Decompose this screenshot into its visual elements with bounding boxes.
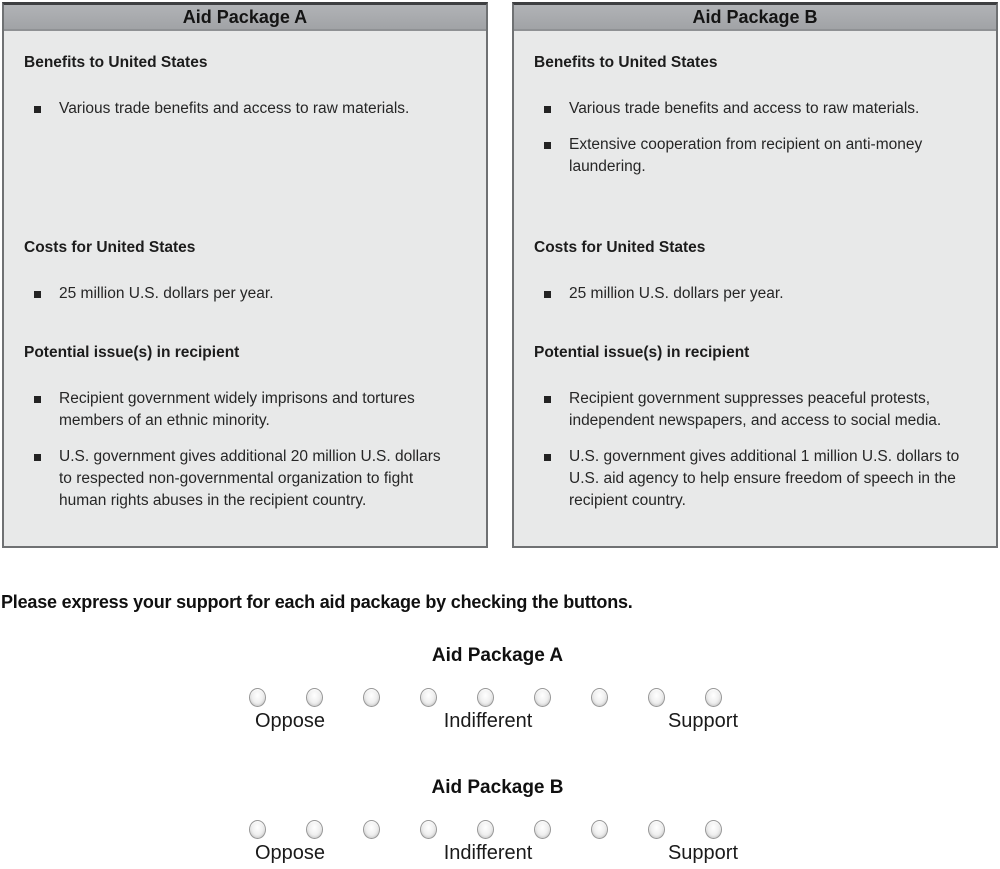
anchor-oppose: Oppose: [254, 842, 326, 864]
bullet-list: [534, 98, 982, 178]
anchor-labels: [230, 842, 765, 869]
bullet-list: [534, 283, 982, 305]
bullet-list: [24, 98, 472, 120]
radio-row: [230, 820, 765, 839]
survey-prompt: Please express your support for each aid package by checking the buttons.: [1, 592, 633, 612]
panel-title: Aid Package A: [4, 5, 486, 31]
anchor-labels: [230, 710, 765, 737]
panel-title: Aid Package B: [514, 5, 996, 31]
bullet-list: [534, 388, 982, 512]
bullet-item: Various trade benefits and access to raw materials.: [59, 98, 451, 120]
radio-button-3[interactable]: [363, 820, 380, 839]
benefits-section: [24, 54, 472, 134]
costs-section: [24, 239, 472, 319]
radio-row: [230, 688, 765, 707]
section-heading: Costs for United States: [24, 239, 196, 256]
bullet-item: Recipient government suppresses peaceful protests, independent newspapers, and access to social media.: [569, 388, 961, 432]
radio-button-7[interactable]: [591, 688, 608, 707]
bullet-list: [24, 388, 472, 512]
section-heading: Costs for United States: [534, 239, 706, 256]
costs-section: [534, 239, 982, 319]
radio-button-5[interactable]: [477, 820, 494, 839]
radio-button-8[interactable]: [648, 820, 665, 839]
issues-section: [534, 344, 982, 526]
anchor-support: Support: [667, 842, 739, 864]
radio-button-8[interactable]: [648, 688, 665, 707]
section-heading: Potential issue(s) in recipient: [24, 344, 240, 361]
radio-button-9[interactable]: [705, 820, 722, 839]
benefits-section: [534, 54, 982, 192]
rating-scale-package-a: [230, 645, 765, 737]
radio-button-6[interactable]: [534, 688, 551, 707]
bullet-item: U.S. government gives additional 20 million U.S. dollars to respected non-governmental organization to fight human rights abuses in the recipient country.: [59, 446, 451, 512]
scale-title: Aid Package B: [431, 777, 564, 798]
radio-button-1[interactable]: [249, 820, 266, 839]
radio-button-7[interactable]: [591, 820, 608, 839]
scale-title: Aid Package A: [431, 645, 564, 666]
section-heading: Benefits to United States: [534, 54, 718, 71]
panel-body: [514, 31, 996, 546]
radio-button-5[interactable]: [477, 688, 494, 707]
section-heading: Potential issue(s) in recipient: [534, 344, 750, 361]
radio-button-2[interactable]: [306, 688, 323, 707]
bullet-item: 25 million U.S. dollars per year.: [569, 283, 961, 305]
anchor-oppose: Oppose: [254, 710, 326, 732]
radio-button-3[interactable]: [363, 688, 380, 707]
anchor-indifferent: Indifferent: [443, 710, 533, 732]
bullet-item: 25 million U.S. dollars per year.: [59, 283, 451, 305]
rating-scale-package-b: [230, 777, 765, 869]
section-heading: Benefits to United States: [24, 54, 208, 71]
radio-button-1[interactable]: [249, 688, 266, 707]
radio-button-4[interactable]: [420, 688, 437, 707]
bullet-item: Extensive cooperation from recipient on anti-money laundering.: [569, 134, 961, 178]
issues-section: [24, 344, 472, 526]
bullet-item: Various trade benefits and access to raw materials.: [569, 98, 961, 120]
bullet-item: U.S. government gives additional 1 million U.S. dollars to U.S. aid agency to help ensure freedom of speech in the recipient country.: [569, 446, 961, 512]
radio-button-6[interactable]: [534, 820, 551, 839]
anchor-indifferent: Indifferent: [443, 842, 533, 864]
anchor-support: Support: [667, 710, 739, 732]
bullet-list: [24, 283, 472, 305]
aid-package-b-panel: [512, 2, 998, 548]
radio-button-4[interactable]: [420, 820, 437, 839]
radio-button-2[interactable]: [306, 820, 323, 839]
radio-button-9[interactable]: [705, 688, 722, 707]
panel-body: [4, 31, 486, 546]
bullet-item: Recipient government widely imprisons and tortures members of an ethnic minority.: [59, 388, 451, 432]
aid-package-a-panel: [2, 2, 488, 548]
